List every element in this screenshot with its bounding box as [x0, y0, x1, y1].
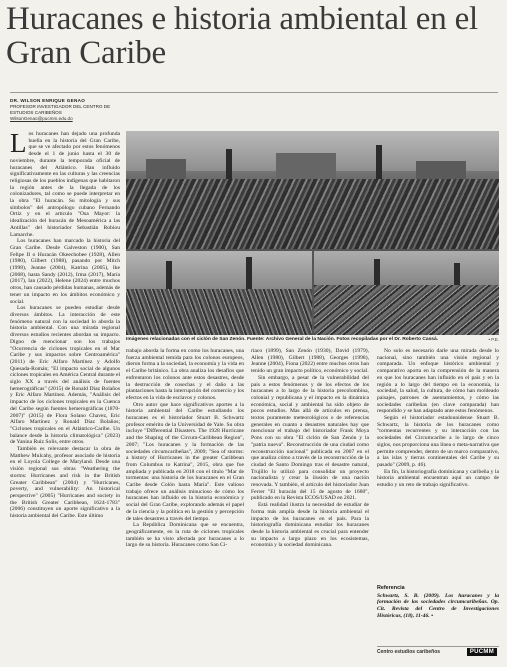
paragraph: Otro autor que hace significativos aportes a la historia ambiental del Caribe estudiando los huracanes es el historiador Stuart B. Schwartz profesor emérito de la Universidad de Yale. Su obra incluye "Differential Disasters. The 1928 Hurricane and the Shaping of the Circum-Caribbean Region", 2007; "Los huracanes y la formación de las sociedades circumcaribeñas", 2009; "Sea of storms: a history of Hurricanes in the greater Caribbean from Columbus to Katrina", 2015, obra que fue ampliada y publicada en 2018 con el título "Mar de tormentas: una historia de los huracanes en el Gran Caribe desde Colón hasta María". Este valioso trabajo ofrece un análisis minucioso de cómo los huracanes han influido en la historia económica y social del Gran Caribe, explorando además el papel de la ciencia y la política en la gestión y percepción de tales desastres a través del tiempo. [126, 401, 244, 522]
column-1 [10, 128, 120, 520]
drop-cap: L [10, 128, 27, 158]
article-title: Huracanes e historia ambiental en el Gran Caribe [6, 1, 479, 71]
author-name: DR. WILSON ENRIQUE GENAO [10, 98, 86, 103]
pucmm-logo: PUCMM [467, 648, 497, 656]
paragraph: Sin embargo, a pesar de la vulnerabilidad del país a estos fenómenos y de los efectos de los huracanes a lo largo de la historia precolombina, colonial y republicana y el impacto en la dinámica económica, social y ambiental ha sido objeto de pocos estudios. Mas allá de artículos en prensa, textos puramente meteorológicos o de referencias generales en cuanto a desastres naturales hay que mencionar el trabajo del historiador Frank Moya Pons con su obra "El ciclón de San Zenón y la "patria nueva". Reconstrucción de una ciudad como reconstrucción nacional" publicada en 2007 en el que analiza cómo a través de la reconstrucción de la ciudad de Santo Domingo tras el desastre natural, Trujillo lo utilizó para consolidar un proyecto nacionalista y crear la ilusión de una nación renovada. Y también, el artículo del historiador Juan Ferrer "El huracán del 15 de agosto de 1680", publicado en la Revista ECOS/USAD en 2021. [251, 374, 369, 502]
photo-caption: • P.E. Imágenes relacionadas con el ciclón de San Zenón. Fuente: Archivo General de la Nación. Fotos recopiladas por el Dr. Roberto Cassá. [126, 337, 499, 342]
column-2 [126, 348, 244, 549]
byline [10, 98, 120, 122]
photo-ruins-left [126, 251, 312, 335]
column-3 [251, 348, 369, 549]
paragraph: En fin, la historiografía dominicana y caribeña y la historia ambiental encuentran aquí un campo de estudio y un reto de trabajo significativo. [377, 468, 499, 489]
author-role: PROFESOR INVESTIGADOR DEL CENTRO DE ESTUDIOS CARIBEÑOS [10, 104, 111, 115]
paragraph: Los huracanes han marcado la historia del Gran Caribe. Desde Galveston (1900), San Felipe II o Huracán Okeechobee (1928), Allen (1980), Gilbert (1988), pasando por Mitch (1998), Jeanne (2004), Katrina (2005), Ike (2008), hasta Sandy (2012), Irma (2017), María (2017), Ian (2022), Helene (2024) entre muchos otros, han causado pérdidas humanas, además de tener un impacto en los ámbitos económico y social. [10, 238, 120, 305]
paragraph: riaco (1899), San Zenón (1930), David (1979), Allen (1980), Gilbert (1988), Georges (1998), Jeanne (2004), Fiona (2022) entre muchos otros han tenido un gran impacto político, económico y social. [251, 348, 369, 375]
paragraph: También es relevante destacar la obra de Matthew Mulcahy, profesor asociado de historia en el Loyola College de Maryland. Desde una visión regional sus obras "Weathering the storms: Hurricanes and risk in the British Greater Caribbean" (2004) y "Hurricanes, poverty, and vulnerability: An historical perspective" (2005) "Hurricanes and society in the British Greater Caribbean, 1624-1783" (2006) constituyen un aporte significativo a la historia ambiental del Caribe. Este último [10, 446, 120, 520]
reference-block [377, 585, 499, 620]
author-email[interactable]: WilsonGenao@pucmm.edu.do [10, 116, 73, 121]
paragraph: Está realidad ilustra la necesidad de estudiar de forma más amplia desde la historia ambiental el impacto de los huracanes en el país. Para la historiografía dominicana estudiar los huracanes desde la historia ambiental es crucial para entender su impacto a largo plazo en los ecosistemas, economía y la sociedad dominicana. [251, 502, 369, 549]
reference-heading: Referencia [377, 585, 405, 591]
paragraph: La República Dominicana que se encuentra, geográficamente, en la ruta de ciclones tropicales también se ha visto afectada por huracanes a lo largo de su historia. Huracanes como San Ci- [126, 522, 244, 549]
photo-ruins-right [314, 251, 499, 335]
paragraph: No solo es necesario darle una mirada desde lo nacional, sino también una visión regional y comparada. Un enfoque histórico ambiental y comparativo aporta en la comprensión de la manera en que los huracanes han influido en el país y en la región a lo largo del tiempo en la economía, la sociedad, la salud, la cultura, de cómo han moldeado paisajes, patrones de asentamientos, y cómo las sociedades caribeñas (en clave comparada) han respondido y se han adaptado ante estos fenómenos. [377, 348, 499, 415]
column-4 [377, 348, 499, 489]
header-divider [10, 92, 498, 93]
section-footer [377, 646, 499, 657]
paragraph: Según el historiador estadounidense Stuart B. Schwartz, la historia de los huracanes como "tormentas recurrentes y su interacción con las sociedades del Circumcaribe a lo largo de cinco siglos, nos proporciona una línea o meta-narrativa que permite comprender, dentro de un marco comparativo, a las islas y tierras continentales del Caribe y su pasado" (2009, p. 46). [377, 415, 499, 468]
paragraph: trabajo aborda la forma en como los huracanes, una fuerza ambiental temida para los colonos europeos, dieron forma a la sociedad, la economía y la vida en el Caribe británico. La obra analiza los desafíos que enfrentaron los colonos ante estos desastres, desde la destrucción de cosechas y el daño a las plantaciones hasta la interrupción del comercio y los efectos en la vida de esclavos y colonos. [126, 348, 244, 401]
paragraph: Los huracanes se pueden estudiar desde diversos ámbitos. La interacción de este fenómeno natural con la sociedad lo aborda la historia ambiental. Con una mirada regional diversos estudios recientes abordan su impacto. Digno de mencionar son los trabajos "Ocurrencia de ciclones tropicales en el Mar Caribe y sus impactos sobre Centroamérica" (2011) de Eric Alfaro Martínez y Adolfo Quesada-Román; "El impacto social de algunos ciclones tropicales en América Central durante el siglo XX a través del análisis de fuentes hemerográficas" (2015) de Ronald Díaz Bolaños y Eric Alfaro Martínez. Además, "Análisis del impacto de los ciclones tropicales en la Cuenca del Caribe según fuentes hemerográficas (1870-2007)" (2015) de Flora Solano Chavez, Eric Alfaro Martínez y Ronald Díaz Bolaños; "Ciclones tropicales en el Atlántico-Caribe. Un balance desde la historia climatológica" (2023) de Yanina Ruiz Solis, entre otros. [10, 305, 120, 446]
paragraph: Los huracanes han dejado una profunda huella en la historia del Gran Caribe, que se ve afectado por estos fenómenos desde el 1 de junio hasta el 30 de noviembre, durante la temporada oficial de huracanes del Atlántico. Han influido significativamente en las culturas y las creencias religiosas de los pueblos indígenas que habitaron la región antes de la llegada de los colonizadores, tal como se puede interpretar en la obra "El huracán. Su mitología y sus símbolos" del antropólogo cubano Fernando Ortiz y en el artículo "Osa Mayor: la idealización del huracán de Mesoamérica a las Antillas" del historiador Sebastián Robiou Lamarche. [10, 128, 120, 238]
footer-label: Centro estudios caribeños [377, 649, 441, 655]
photo-ruins-main [126, 131, 499, 249]
photo-credit: • P.E. [488, 337, 499, 342]
photo-collage [126, 131, 499, 335]
reference-citation: Schwartz, S. B. (2009). Los huracanes y la formación de las sociedades circumcaribeñas. Op. Cit. Revista del Centro de Investigaciones Históricas, (18), 11-46. • [377, 592, 499, 619]
